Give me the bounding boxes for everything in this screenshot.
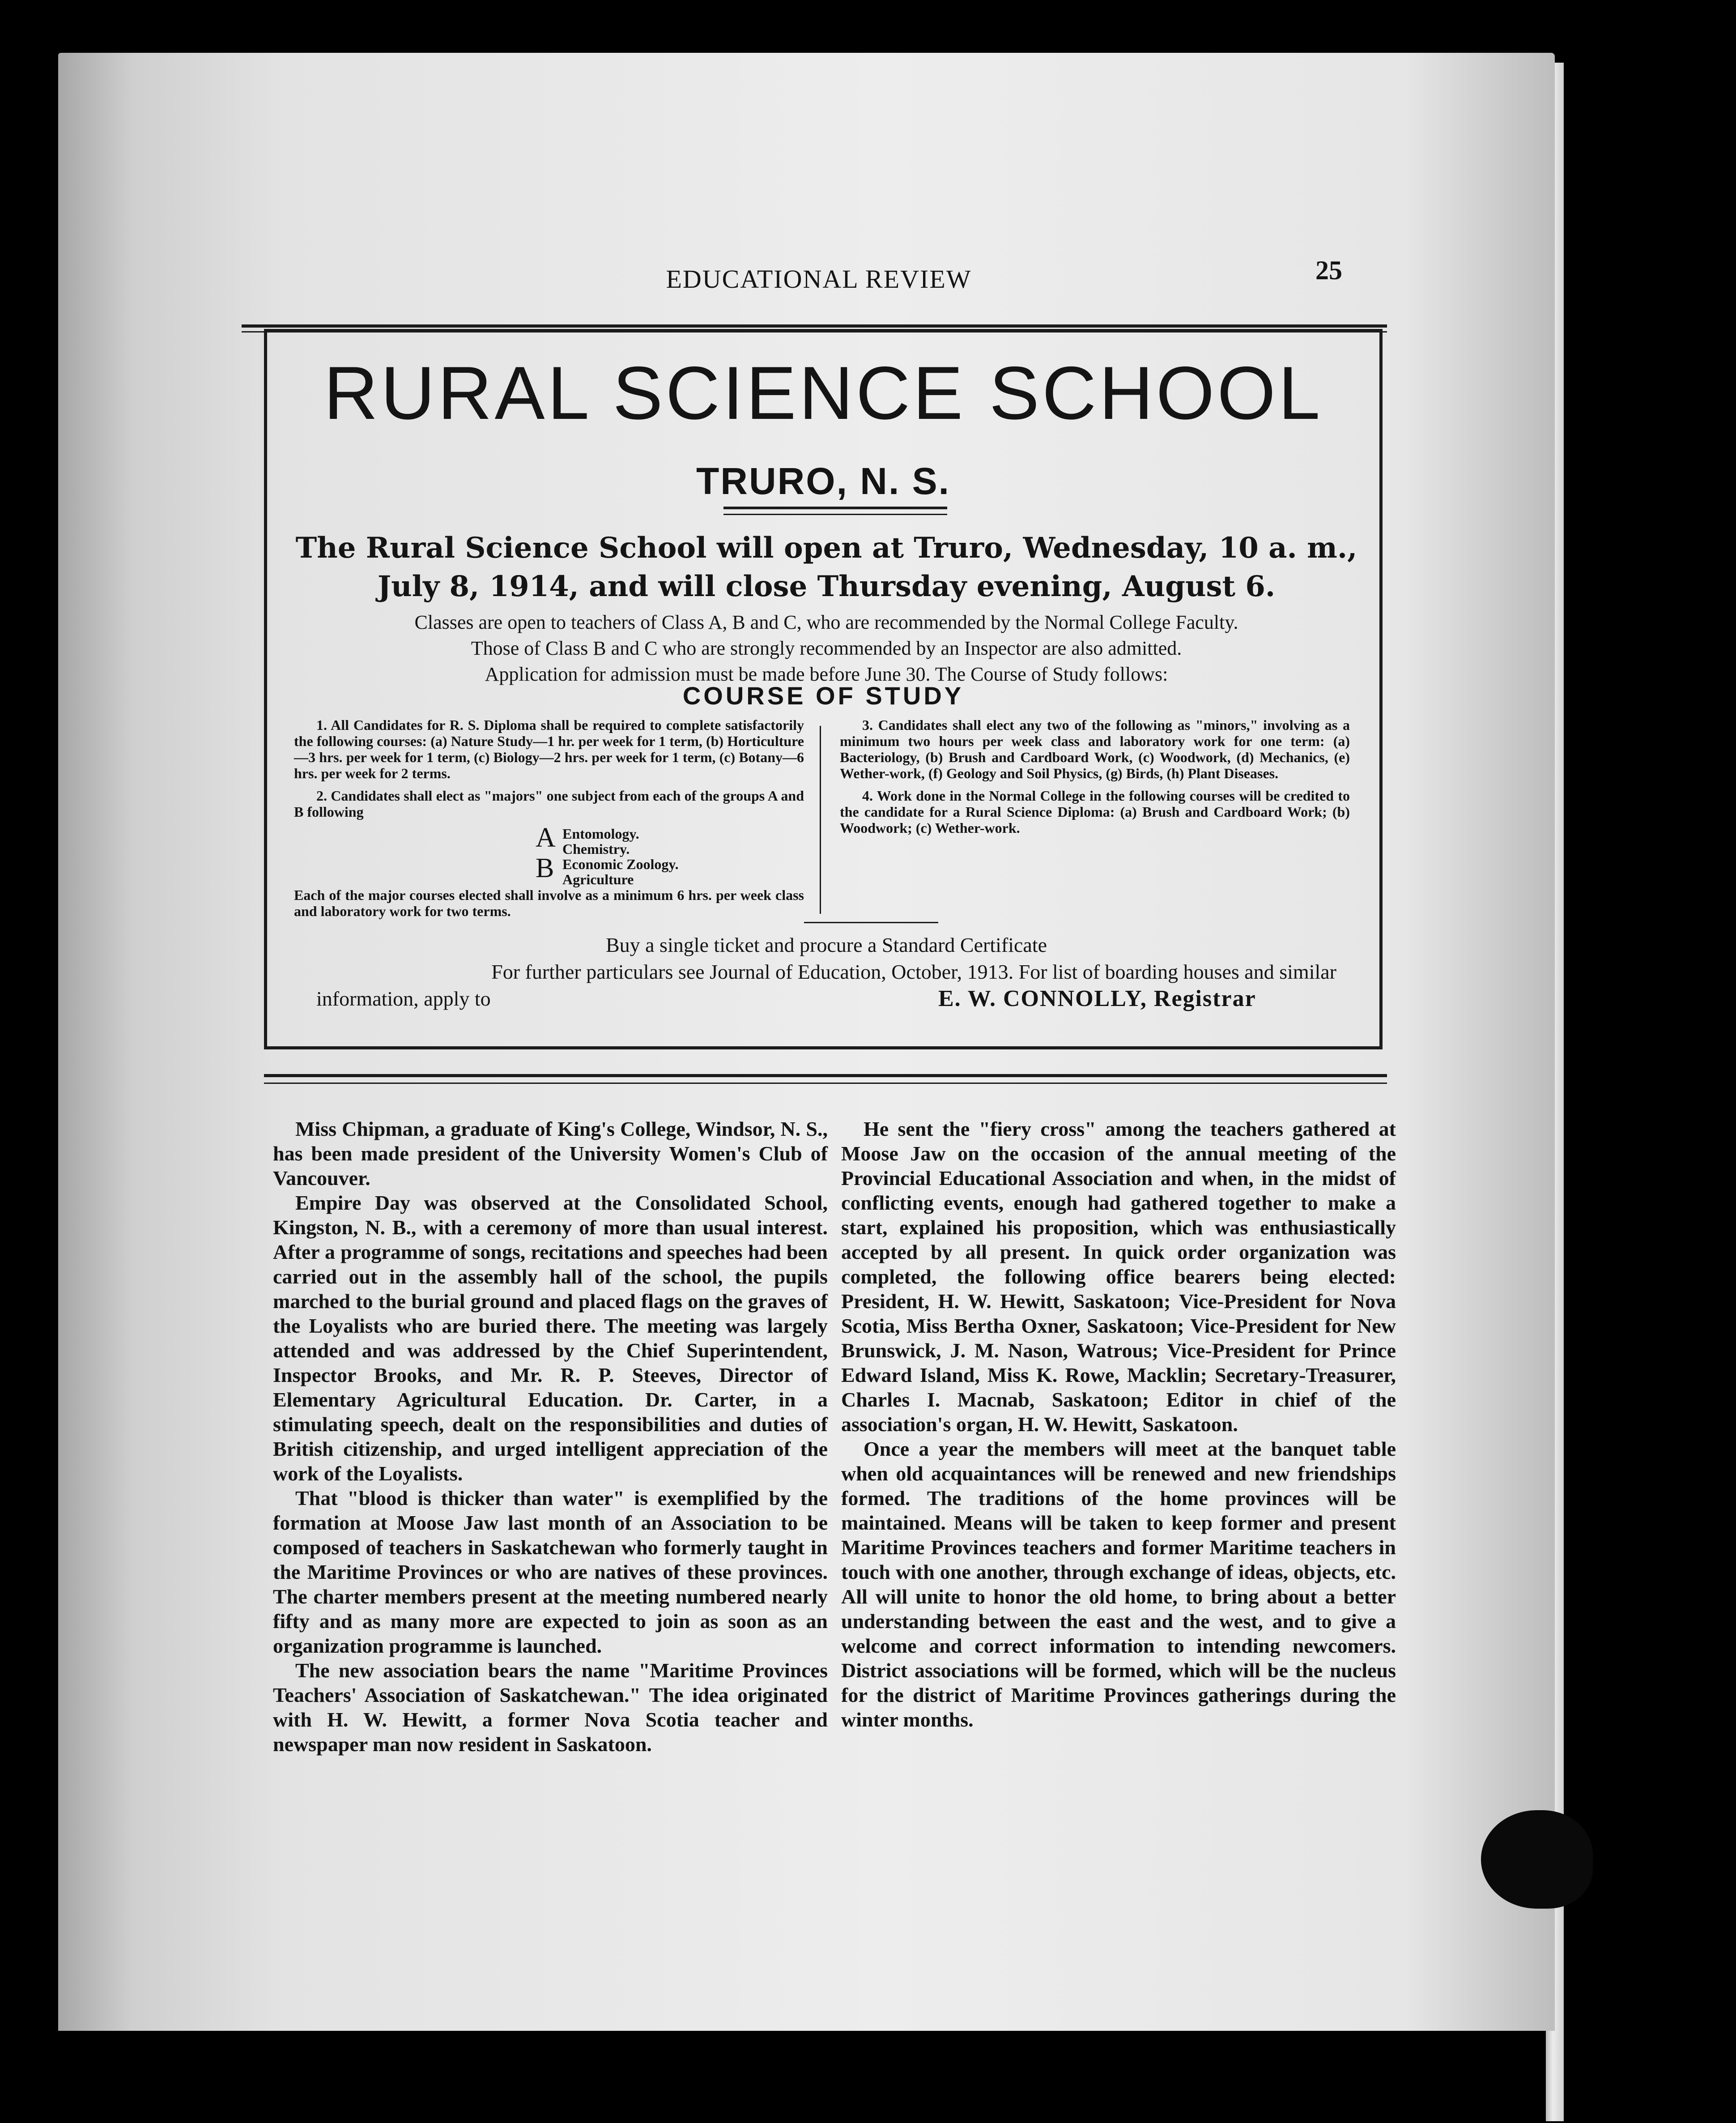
- article-paragraph: Empire Day was observed at the Consolidated School, Kingston, N. B., with a ceremony of more than usual interest. After a programme of songs, recitations and speeches had been carried out in the assembly hall of the school, the pupils marched to the burial ground and placed flags on the graves of the Loyalists who are buried there. The meeting was largely attended and was addressed by the Chief Superintendent, Inspector Brooks, and Mr. R. P. Steeves, Director of Elementary Agricultural Education. Dr. Carter, in a stimulating speech, dealt on the responsibilities and duties of British citizenship, and urged intelligent appreciation of the work of the Loyalists.: [273, 1191, 828, 1485]
- article-paragraph: The new association bears the name "Maritime Provinces Teachers' Association of Saskatchewan." The idea originated with H. W. Hewitt, a former Nova Scotia teacher and newspaper man now resident in Saskatoon.: [273, 1659, 828, 1756]
- short-divider: [804, 922, 938, 923]
- article-right-column: [841, 1117, 1396, 1732]
- headline-line-1: The Rural Science School will open at Truro, Wednesday, 10 a. m.,: [295, 531, 1357, 565]
- group-b-item: Agriculture: [562, 871, 634, 887]
- article-paragraph: Miss Chipman, a graduate of King's College, Windsor, N. S., has been made president of the University Women's Club of Vancouver.: [273, 1117, 828, 1189]
- article-left-column: [273, 1117, 828, 1756]
- course-item-4: 4. Work done in the Normal College in the following courses will be credited to the candidate for a Rural Science Diploma: (a) Brush and Cardboard Work; (b) Woodwork; (c) Wether-work.: [840, 788, 1350, 836]
- majors-note: Each of the major courses elected shall involve as a minimum 6 hrs. per week class and laboratory work for two terms.: [294, 887, 804, 919]
- article-paragraph: He sent the "fiery cross" among the teachers gathered at Moose Jaw on the occasion of the annual meeting of the Provincial Educational Association and when, in the midst of conflicting events, enough had gathered together to make a start, explained his proposition, which was enthusiastically accepted by all present. In quick order organization was completed, the following office bearers being elected: President, H. W. Hewitt, Saskatoon; Vice-President for Nova Scotia, Miss Bertha Oxner, Saskatoon; Vice-President for New Brunswick, J. M. Nason, Watrous; Vice-President for Prince Edward Island, Miss K. Rowe, Macklin; Secretary-Treasurer, Charles I. Macnab, Saskatoon; Editor in chief of the association's organ, H. W. Hewitt, Saskatoon.: [841, 1117, 1396, 1436]
- registrar-name: E. W. CONNOLLY, Registrar: [938, 986, 1256, 1011]
- advertisement-box: [264, 329, 1383, 1049]
- running-head: EDUCATIONAL REVIEW: [666, 264, 972, 294]
- apply-line: information, apply to: [316, 987, 491, 1010]
- particulars-line: For further particulars see Journal of Education, October, 1913. For list of boarding houses and similar: [491, 960, 1336, 983]
- application-line: Application for admission must be made before June 30. The Course of Study follows:: [485, 663, 1168, 685]
- article-paragraph: Once a year the members will meet at the banquet table when old acquaintances will be renewed and new friendships formed. The traditions of the home provinces will be maintained. Means will be taken to keep former and present Maritime Provinces teachers and former Maritime teachers in touch with one another, through exchange of ideas, objects, etc. All will unite to honor the old home, to bring about a better understanding between the east and the west, and to give a welcome and correct information to intending newcomers. District associations will be formed, which will be the nucleus for the district of Maritime Provinces gatherings during the winter months.: [841, 1437, 1396, 1731]
- group-a-item: Entomology.: [562, 826, 639, 842]
- ad-place: TRURO, N. S.: [696, 460, 950, 502]
- course-of-study-heading: COURSE OF STUDY: [682, 682, 964, 710]
- course-left-column: [294, 717, 804, 925]
- thumb-shadow: [1481, 1810, 1593, 1909]
- group-b: [294, 853, 804, 887]
- ad-title: RURAL SCIENCE SCHOOL: [323, 351, 1323, 435]
- ad-headline: [294, 529, 1359, 606]
- course-item-2: 2. Candidates shall elect as "majors" one subject from each of the groups A and B following: [294, 788, 804, 820]
- classes-line-2: Those of Class B and C who are strongly recommended by an Inspector are also admitted.: [471, 637, 1182, 659]
- group-a-item: Chemistry.: [562, 841, 630, 857]
- course-right-column: [840, 717, 1350, 842]
- ticket-line: Buy a single ticket and procure a Standard Certificate: [605, 934, 1047, 956]
- place-underline: [723, 507, 947, 515]
- group-b-item: Economic Zoology.: [562, 856, 679, 872]
- group-a: [294, 823, 804, 857]
- course-column-divider: [820, 726, 821, 914]
- course-item-3: 3. Candidates shall elect any two of the following as "minors," involving as a minimum two hours per week class and laboratory work for one term: (a) Bacteriology, (b) Brush and Cardboard Work, (c) Woodwork, (d) Mechanics, (e) Wether-work, (f) Geology and Soil Physics, (g) Birds, (h) Plant Diseases.: [840, 717, 1350, 781]
- classes-line-1: Classes are open to teachers of Class A, B and C, who are recommended by the Normal College Faculty.: [414, 611, 1238, 633]
- group-b-letter: B: [536, 853, 554, 883]
- section-rule: [264, 1074, 1387, 1084]
- course-item-1: 1. All Candidates for R. S. Diploma shall be required to complete satisfactorily the following courses: (a) Nature Study—1 hr. per week for 1 term, (b) Horticulture—3 hrs. per week for 1 term, (c) Biology—2 hrs. per week for 1 term, (c) Botany—6 hrs. per week for 2 terms.: [294, 717, 804, 781]
- page-number: 25: [1315, 256, 1342, 285]
- article-paragraph: That "blood is thicker than water" is exemplified by the formation at Moose Jaw last month of an Association to be composed of teachers in Saskatchewan who formerly taught in the Maritime Provinces or who are natives of these provinces. The charter members present at the meeting numbered nearly fifty and as many more are expected to join as soon as an organization programme is launched.: [273, 1487, 828, 1657]
- headline-line-2: July 8, 1914, and will close Thursday evening, August 6.: [377, 570, 1276, 603]
- group-a-letter: A: [536, 823, 556, 853]
